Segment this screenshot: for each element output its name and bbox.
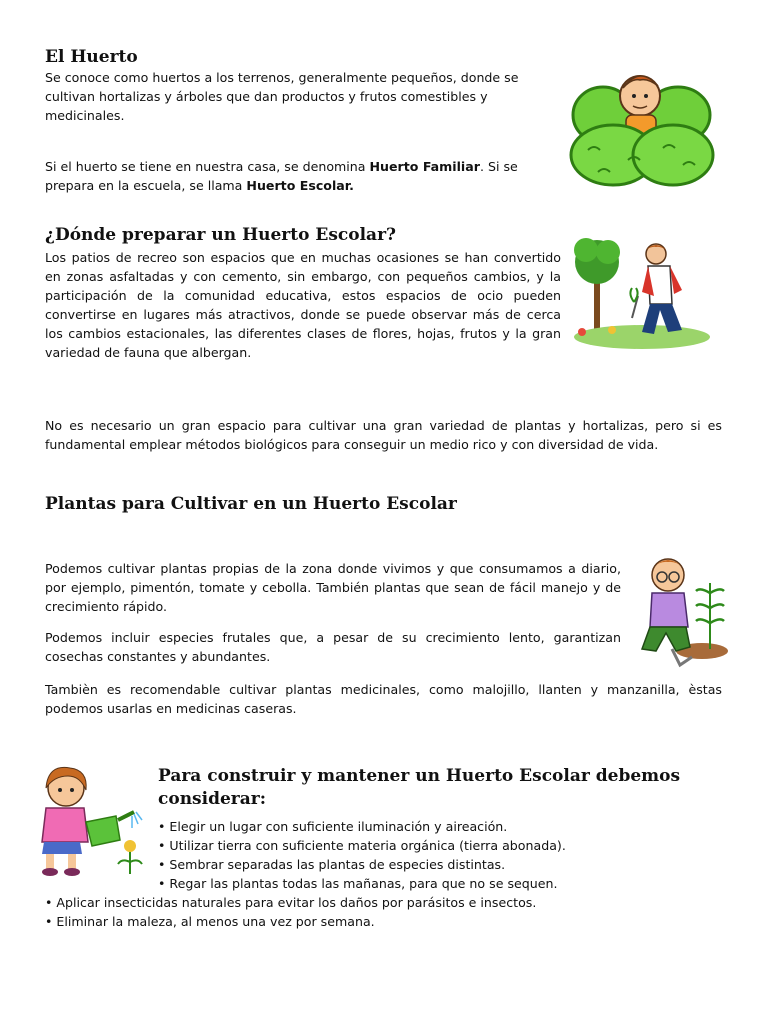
girl-scene — [42, 767, 142, 876]
girl-watering-illustration — [30, 762, 150, 880]
paragraph-especies-frutales: Podemos incluir especies frutales que, a pesar de su crecimiento lento, garantizan cosechas constantes y abundantes. — [45, 630, 621, 664]
title-construir-mantener — [158, 765, 680, 811]
title-line-1: Para construir y mantener un Huerto Escolar debemos — [158, 766, 681, 786]
bullet-item-2: • Utilizar tierra con suficiente materia orgánica (tierra abonada). — [158, 838, 566, 853]
paragraph-definition: Se conoce como huertos a los terrenos, generalmente pequeños, donde se cultivan hortalizas y árboles que dan productos y frutos comestibles y medicinales. — [45, 70, 519, 123]
title-line-2: considerar: — [158, 789, 266, 809]
gardening-scene — [574, 238, 710, 349]
kid-scene — [642, 559, 728, 665]
man-gardening-illustration — [572, 232, 712, 352]
paragraph-no-es-necesario: No es necesario un gran espacio para cultivar una gran variedad de plantas y hortalizas, pero si es fundamental emplear métodos biológicos para conseguir un medio rico y con diversidad de vida. — [45, 418, 722, 452]
title-donde-preparar: ¿Dónde preparar un Huerto Escolar? — [45, 225, 396, 245]
paragraph-plantas-zona: Podemos cultivar plantas propias de la zona donde vivimos y que consumamos a diario, por ejemplo, pimentón, tomate y cebolla. También plantas que sean de fácil manejo y de crecimiento rápido. — [45, 561, 621, 614]
bold-huerto-familiar: Huerto Familiar — [369, 159, 480, 174]
paragraph-plantas-medicinales: Tambièn es recomendable cultivar plantas medicinales, como malojillo, llanten y manzanilla, èstas podemos usarlas en medicinas caseras. — [45, 682, 722, 716]
boy-in-bush-illustration — [568, 60, 716, 190]
text-segment: Si el huerto se tiene en nuestra casa, se denomina — [45, 159, 370, 174]
bullet-item-5: • Aplicar insecticidas naturales para evitar los daños por parásitos e insectos. — [45, 895, 537, 910]
bold-huerto-escolar: Huerto Escolar. — [246, 178, 354, 193]
paragraph-familiar-escolar — [45, 157, 550, 195]
paragraph-patios-recreo: Los patios de recreo son espacios que en muchas ocasiones se han convertido en zonas asfaltadas y con cemento, sin embargo, con pequeños cambios, y la participación de la comunidad educativa, estos espacios de ocio pueden convertirse en lugares más atractivos, donde se puede observar más de cerca los cambios estacionales, las diferentes clases de flores, hojas, frutos y la gran variedad de fauna que albergan. — [45, 250, 561, 360]
bullet-item-3: • Sembrar separadas las plantas de especies distintas. — [158, 857, 506, 872]
text-segment: . Si se prepara en la escuela, se llama — [45, 159, 518, 193]
kid-planting-illustration — [632, 553, 730, 671]
title-plantas-cultivar: Plantas para Cultivar en un Huerto Escolar — [45, 494, 457, 514]
title-el-huerto: El Huerto — [45, 47, 138, 67]
bullet-item-6: • Eliminar la maleza, al menos una vez por semana. — [45, 914, 375, 929]
bullet-item-4: • Regar las plantas todas las mañanas, para que no se sequen. — [158, 876, 558, 891]
bullet-item-1: • Elegir un lugar con suficiente iluminación y aireación. — [158, 819, 508, 834]
bush-shape — [571, 76, 713, 185]
